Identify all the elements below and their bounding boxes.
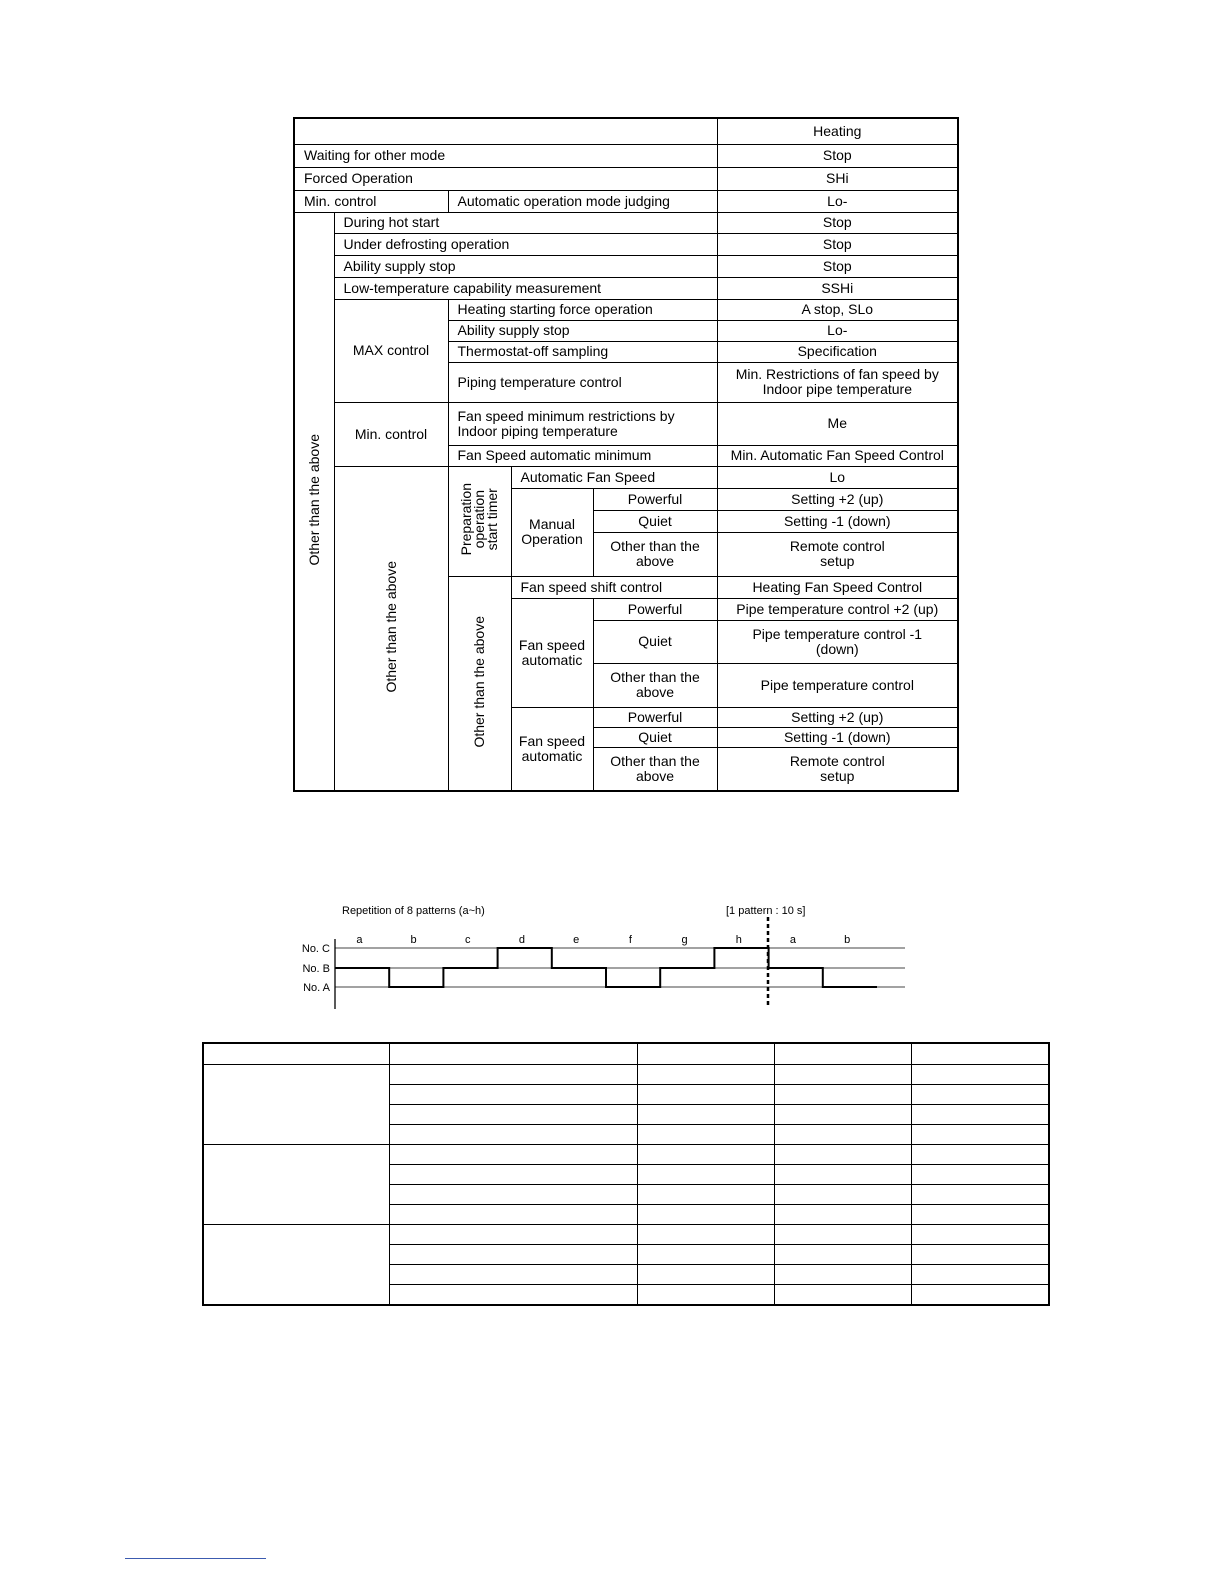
pattern-letter: f: [628, 934, 632, 946]
row-value: SHi: [717, 167, 958, 190]
row-label: Fan Speed automatic minimum: [448, 445, 717, 466]
row-label: Automatic Fan Speed: [511, 466, 717, 488]
table-row: [294, 233, 958, 255]
table-row: [294, 167, 958, 190]
level-label: No. A: [303, 982, 330, 994]
row-value: Setting +2 (up): [717, 707, 958, 727]
row-value: Min. Automatic Fan Speed Control: [717, 445, 958, 466]
footer-link-underline: [125, 1558, 266, 1559]
table-row: [203, 1144, 1049, 1164]
row-value: Stop: [717, 212, 958, 233]
row-label: Thermostat-off sampling: [448, 341, 717, 362]
pattern-letter: c: [465, 934, 471, 946]
pattern-letter: h: [735, 934, 742, 946]
row-label: Powerful: [593, 598, 717, 620]
row-value: Pipe temperature control -1 (down): [717, 620, 958, 663]
group-other-than-above-inner: [334, 466, 448, 791]
max-control-label: MAX control: [334, 299, 448, 402]
row-label: Min. control: [294, 190, 448, 212]
row-label: Fan speed minimum restrictions by Indoor piping temperature: [448, 402, 717, 445]
row-sublabel: Automatic operation mode judging: [448, 190, 717, 212]
fan-speed-automatic-label: Fan speed automatic: [511, 707, 593, 791]
row-value: Stop: [717, 255, 958, 277]
group-label: Other than the above: [471, 615, 487, 748]
cycle-note: [1 pattern : 10 s]: [726, 905, 806, 917]
pattern-letter: b: [844, 934, 851, 946]
row-label: Forced Operation: [294, 167, 717, 190]
table-row: [294, 118, 958, 144]
table-row: [294, 466, 958, 488]
pattern-letter: e: [573, 934, 580, 946]
fan-speed-automatic-label: Fan speed automatic: [511, 598, 593, 707]
row-value: Stop: [717, 144, 958, 167]
group-label: Other than the above: [305, 433, 322, 566]
row-value: Pipe temperature control: [717, 663, 958, 707]
row-value: Lo: [717, 466, 958, 488]
row-value: Remote control setup: [717, 747, 958, 791]
row-label: Quiet: [593, 510, 717, 532]
row-value: Min. Restrictions of fan speed by Indoor pipe temperature: [717, 362, 958, 402]
table-row: [203, 1224, 1049, 1244]
group-other-than-above: [294, 212, 334, 791]
level-label: No. B: [302, 963, 330, 975]
pattern-diagram: [290, 895, 920, 1015]
row-label: Ability supply stop: [448, 320, 717, 341]
manual-operation-label: Manual Operation: [511, 488, 593, 576]
prep-timer-group: [448, 466, 511, 576]
row-value: Heating Fan Speed Control: [717, 576, 958, 598]
table-row: [294, 212, 958, 233]
row-label: Other than the above: [593, 663, 717, 707]
row-value: Setting -1 (down): [717, 727, 958, 747]
group-label: Other than the above: [382, 560, 399, 693]
row-label: Under defrosting operation: [334, 233, 717, 255]
level-label: No. C: [301, 943, 330, 955]
row-label: During hot start: [334, 212, 717, 233]
row-label: Piping temperature control: [448, 362, 717, 402]
group-label: Preparation operation start timer: [458, 483, 500, 556]
diagram-title: Repetition of 8 patterns (a~h): [342, 905, 485, 917]
row-label: Low-temperature capability measurement: [334, 277, 717, 299]
row-value: Setting +2 (up): [717, 488, 958, 510]
table-row: [203, 1043, 1049, 1064]
row-value: SSHi: [717, 277, 958, 299]
other-sub-group: [448, 576, 511, 791]
row-value: Lo-: [717, 320, 958, 341]
blank-table: [202, 1042, 1050, 1306]
row-label: Ability supply stop: [334, 255, 717, 277]
row-label: Other than the above: [593, 532, 717, 576]
table-row: [294, 144, 958, 167]
table-row: [294, 277, 958, 299]
row-label: Fan speed shift control: [511, 576, 717, 598]
row-label: Powerful: [593, 488, 717, 510]
pattern-letter: d: [518, 934, 526, 946]
table-row: [294, 190, 958, 212]
pattern-letter: a: [789, 934, 797, 946]
row-value: Stop: [717, 233, 958, 255]
row-value: Pipe temperature control +2 (up): [717, 598, 958, 620]
table-row: [294, 402, 958, 445]
table-row: [294, 255, 958, 277]
row-label: Waiting for other mode: [294, 144, 717, 167]
row-value: Remote control setup: [717, 532, 958, 576]
row-label: Other than the above: [593, 747, 717, 791]
row-value: Lo-: [717, 190, 958, 212]
row-value: Specification: [717, 341, 958, 362]
row-label: Heating starting force operation: [448, 299, 717, 320]
row-label: Quiet: [593, 727, 717, 747]
pattern-letter: b: [410, 934, 417, 946]
table-row: [203, 1064, 1049, 1084]
row-value: Setting -1 (down): [717, 510, 958, 532]
min-control-label: Min. control: [334, 402, 448, 466]
row-label: Quiet: [593, 620, 717, 663]
header-heating: Heating: [717, 118, 958, 144]
row-label: Powerful: [593, 707, 717, 727]
row-value: A stop, SLo: [717, 299, 958, 320]
fan-speed-table: [293, 117, 959, 792]
pattern-letter: g: [681, 934, 688, 946]
table-row: [294, 299, 958, 320]
row-value: Me: [717, 402, 958, 445]
pattern-letter: a: [356, 934, 363, 946]
